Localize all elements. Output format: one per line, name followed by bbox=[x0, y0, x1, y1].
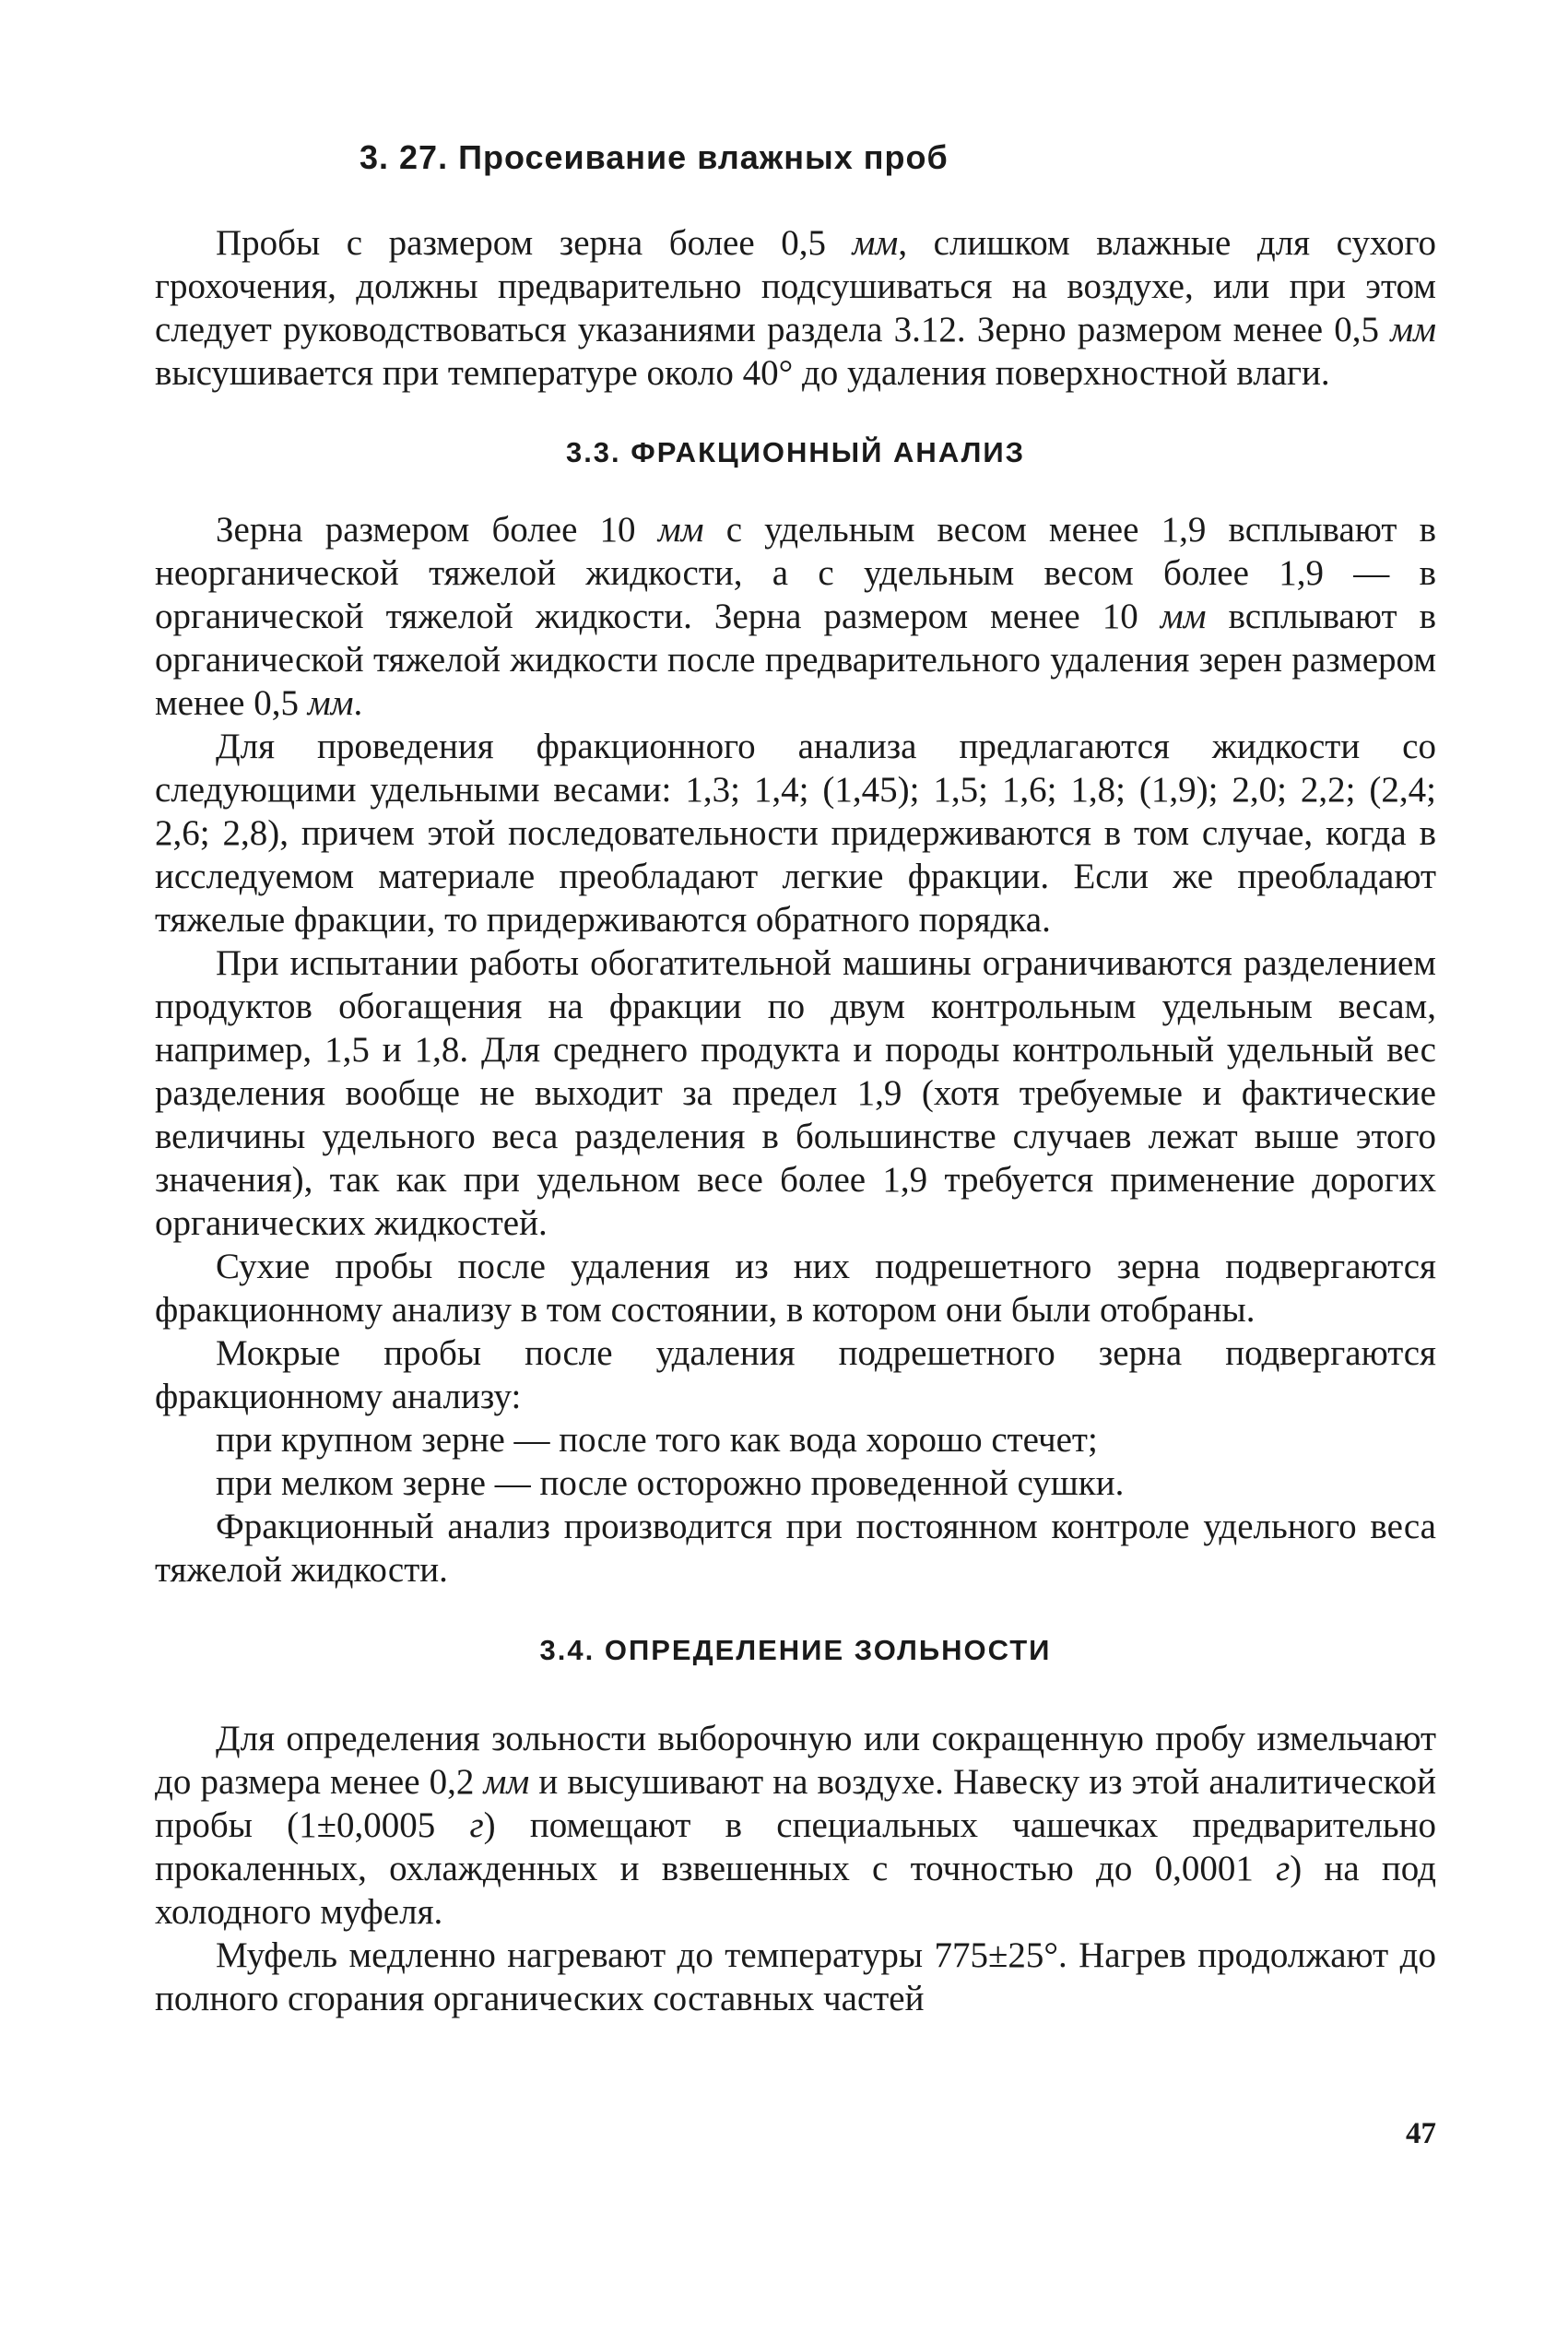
paragraph: Сухие пробы после удаления из них подрешетного зерна подвергаются фракционному анализу в том состоянии, в котором они были отобраны. bbox=[155, 1247, 1436, 1330]
page-number: 47 bbox=[1406, 2117, 1436, 2150]
paragraph: Мокрые пробы после удаления подрешетного зерна подвергаются фракционному анализу: bbox=[155, 1333, 1436, 1416]
paragraph: Зерна размером более 10 мм с удельным весом менее 1,9 всплывают в неорганической тяжелой жидкости, а с удельным весом более 1,9 — в органической тяжелой жидкости. Зерна размером менее 10 мм всплывают в органической тяжелой жидкости после предварительного удаления зерен размером менее 0,5 мм. bbox=[155, 510, 1437, 723]
document-page bbox=[155, 138, 1436, 2020]
paragraph: Муфель медленно нагревают до температуры 775±25°. Нагрев продолжают до полного сгорания органических составных частей bbox=[155, 1935, 1436, 2018]
section-3-27-title: 3. 27. Просеивание влажных проб bbox=[360, 138, 949, 176]
paragraph: Пробы с размером зерна более 0,5 мм, слишком влажные для сухого грохочения, должны предварительно подсушиваться на воздухе, или при этом следует руководствоваться указаниями раздела 3.12. Зерно размером менее 0,5 мм высушивается при температуре около 40° до удаления поверхностной влаги. bbox=[155, 223, 1436, 393]
paragraph: Для определения зольности выборочную или сокращенную пробу измельчают до размера менее 0,2 мм и высушивают на воздухе. Навеску из этой аналитической пробы (1±0,0005 г) помещают в специальных чашечках предварительно прокаленных, охлажденных и взвешенных с точностью до 0,0001 г) на под холодного муфеля. bbox=[155, 1719, 1437, 1932]
list-item: при мелком зерне — после осторожно проведенной сушки. bbox=[216, 1463, 1125, 1503]
section-3-4-title: 3.4. ОПРЕДЕЛЕНИЕ ЗОЛЬНОСТИ bbox=[539, 1634, 1052, 1666]
section-3-3-title: 3.3. ФРАКЦИОННЫЙ АНАЛИЗ bbox=[565, 436, 1026, 468]
paragraph: При испытании работы обогатительной машины ограничиваются разделением продуктов обогащения на фракции по двум контрольным удельным весам, например, 1,5 и 1,8. Для среднего продукта и породы контрольный удельный вес разделения вообще не выходит за предел 1,9 (хотя требуемые и фактические величины удельного веса разделения в большинстве случаев лежат выше этого значения), так как при удельном весе более 1,9 требуется применение дорогих органических жидкостей. bbox=[155, 943, 1436, 1243]
list-item: при крупном зерне — после того как вода хорошо стечет; bbox=[216, 1420, 1098, 1460]
paragraph: Для проведения фракционного анализа предлагаются жидкости со следующими удельными весами: 1,3; 1,4; (1,45); 1,5; 1,6; 1,8; (1,9); 2,0; 2,2; (2,4; 2,6; 2,8), причем этой последовательности придерживаются в том случае, когда в исследуемом материале преобладают легкие фракции. Если же преобладают тяжелые фракции, то придерживаются обратного порядка. bbox=[155, 727, 1436, 940]
paragraph: Фракционный анализ производится при постоянном контроле удельного веса тяжелой жидкости. bbox=[155, 1507, 1436, 1590]
